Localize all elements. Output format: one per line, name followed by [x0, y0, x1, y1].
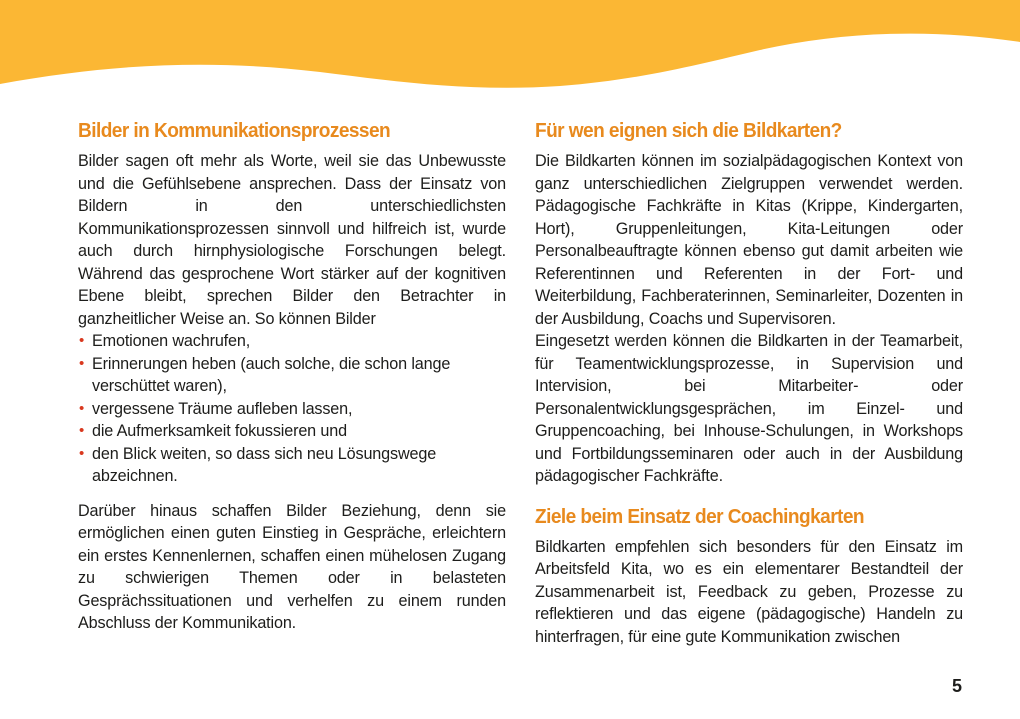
right-paragraph-2: Eingesetzt werden können die Bildkarten in der Teamarbeit, für Teamentwicklungsprozesse, in Supervision und Intervision, bei Mitarbeiter- oder Personalentwicklungsgesprächen, im Einzel- und Gruppencoaching, bei Inhouse-Schulungen, in Workshops und Fortbildungsseminaren oder auch in der Ausbildung pädagogischer Fachkräfte. — [535, 332, 963, 485]
heading-fuer-wen: Für wen eignen sich die Bildkarten? — [535, 119, 842, 142]
bullet-icon: • — [79, 354, 85, 372]
right-paragraph-1: Die Bildkarten können im sozialpädagogischen Kontext von ganz unterschiedlichen Zielgruppen verwendet werden. Pädagogische Fachkräfte in Kitas (Krippe, Kindergarten, Hort), Gruppenleitungen, Kita-Leitungen oder Personalbeauftragte können ebenso gut damit arbeiten wie Referentinnen und Referenten in der Fort- und Weiterbildung, Fachberaterinnen, Seminarleiter, Dozenten in der Ausbildung, Coachs und Supervisoren. — [535, 152, 963, 328]
bullet-list — [78, 330, 506, 488]
list-item: • vergessene Träume aufleben lassen, — [78, 398, 506, 421]
list-item: • den Blick weiten, so dass sich neu Lösungswege abzeichnen. — [79, 444, 437, 485]
bullet-icon: • — [79, 399, 85, 417]
left-column — [78, 118, 506, 635]
list-item: • Erinnerungen heben (auch solche, die schon lange verschüttet waren), — [79, 354, 451, 395]
bullet-icon: • — [79, 332, 85, 349]
heading-ziele: Ziele beim Einsatz der Coachingkarten — [535, 504, 864, 528]
bullet-icon: • — [79, 444, 85, 462]
left-paragraph-2: Darüber hinaus schaffen Bilder Beziehung, denn sie ermöglichen einen guten Einstieg in Gespräche, erleichtern ein erstes Kennenlernen, schaffen einen mühelosen Zugang zu schwierigen Themen oder in belasteten Gesprächssituationen und verhelfen zu einem runden Abschluss der Kommunikation. — [78, 501, 506, 632]
page-number: 5 — [951, 676, 962, 696]
right-column — [535, 118, 963, 648]
bullet-icon: • — [79, 422, 85, 439]
left-intro-paragraph: Bilder sagen oft mehr als Worte, weil sie das Unbewusste und die Gefühlsebene ansprechen. Dass der Einsatz von Bildern in den unterschiedlichsten Kommunikationsprozessen sinnvoll und hilfreich ist, wurde auch durch hirnphysiologische Forschungen belegt. Während das gesprochene Wort stärker auf der kognitiven Ebene bleibt, sprechen Bilder den Betrachter in ganzheitlicher Weise an. So können Bilder — [78, 152, 506, 328]
header-wave — [0, 0, 1020, 100]
list-item: • Emotionen wachrufen, — [78, 330, 506, 353]
heading-bilder-kommunikation: Bilder in Kommunikationsprozessen — [78, 119, 391, 142]
right-paragraph-3: Bildkarten empfehlen sich besonders für den Einsatz im Arbeitsfeld Kita, wo es ein elementarer Bestandteil der Zusammenarbeit ist, Feedback zu geben, Prozesse zu reflektieren und das eigene (pädagogische) Handeln zu hinterfragen, für eine gute Kommunikation zwischen — [535, 537, 963, 646]
list-item: • die Aufmerksamkeit fokussieren und — [78, 420, 506, 443]
